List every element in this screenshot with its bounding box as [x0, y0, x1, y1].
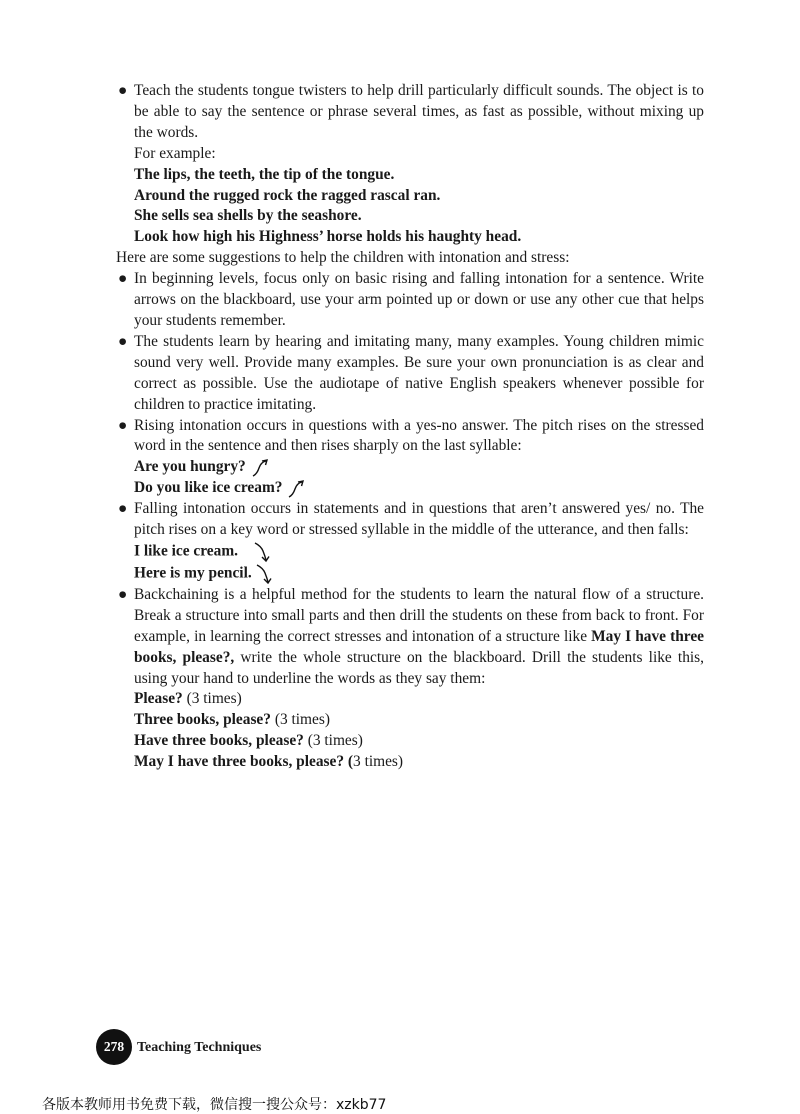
- rising-example-text: Do you like ice cream?: [134, 479, 283, 497]
- falling-intonation-text: Falling intonation occurs in statements and in questions that aren’t answered yes/ no. The pitch rises on a key word or stressed syllable in the middle of the utterance, and then falls:: [134, 500, 704, 539]
- bullet-dot: ●: [118, 585, 128, 603]
- drill-phrase: Have three books, please?: [134, 732, 304, 750]
- falling-arrow-icon: [254, 563, 274, 585]
- beginning-levels-bullet: [116, 269, 704, 332]
- backchaining-text-after: write the whole structure on the blackboard. Drill the students like this, using your hand to underline the words as they say them:: [134, 648, 704, 687]
- rising-example: [116, 457, 704, 478]
- drill-line: [116, 710, 704, 731]
- page-number-badge: 278: [96, 1029, 132, 1065]
- drill-phrase: Three books, please?: [134, 711, 271, 729]
- page-content: [116, 81, 704, 773]
- falling-intonation-bullet: [116, 499, 704, 541]
- footer-title: Teaching Techniques: [137, 1040, 262, 1055]
- students-learn-bullet: [116, 332, 704, 416]
- drill-line: [116, 731, 704, 752]
- beginning-levels-text: In beginning levels, focus only on basic rising and falling intonation for a sentence. Write arrows on the blackboard, use your arm pointed up or down or use any other cue that helps your students remember.: [134, 270, 704, 329]
- drill-line: [116, 689, 704, 710]
- tongue-twister-example: Around the rugged rock the ragged rascal ran.: [134, 186, 441, 204]
- drill-phrase: May I have three books, please? (: [134, 753, 354, 771]
- drill-count: (3 times): [274, 711, 330, 729]
- students-learn-text: The students learn by hearing and imitating many, many examples. Young children mimic sound very well. Provide many examples. Be sure your own pronunciation is as clear and correct as possible. Use the audiotape of native English speakers whenever possible for children to practice imitating.: [134, 332, 704, 413]
- rising-intonation-text: Rising intonation occurs in questions with a yes-no answer. The pitch rises on the stressed word in the sentence and then rises sharply on the last syllable:: [134, 416, 704, 455]
- tongue-twister-example: Look how high his Highness’ horse holds his haughty head.: [134, 228, 522, 246]
- drill-count: (3 times): [307, 732, 363, 750]
- drill-line: [116, 752, 704, 773]
- bullet-dot: ●: [118, 270, 128, 288]
- for-example-label: For example:: [134, 144, 216, 162]
- backchaining-structure: May I have three books, please?,: [134, 627, 704, 666]
- tongue-twister-example: The lips, the teeth, the tip of the tongue.: [134, 165, 395, 183]
- bullet-dot: ●: [118, 416, 128, 434]
- rising-arrow-icon: [286, 479, 306, 499]
- watermark-text: 各版本教师用书免费下载，微信搜一搜公众号：xzkb77: [42, 1097, 387, 1113]
- rising-intonation-bullet: [116, 416, 704, 458]
- bullet-dot: ●: [118, 332, 128, 350]
- tongue-twister-bullet: [116, 81, 704, 144]
- falling-example: [116, 541, 704, 563]
- rising-arrow-icon: [250, 458, 270, 478]
- bullet-dot: ●: [118, 500, 128, 518]
- falling-example: [116, 563, 704, 585]
- backchaining-text-before: Backchaining is a helpful method for the students to learn the natural flow of a structure. Break a structure into small parts and then drill the students on these from back to front. For example, in learning the correct stresses and intonation of a structure like: [134, 585, 704, 645]
- bullet-dot: ●: [118, 82, 128, 99]
- drill-count: (3 times): [186, 690, 242, 708]
- tongue-twister-text: Teach the students tongue twisters to help drill particularly difficult sounds. The object is to be able to say the sentence or phrase several times, as fast as possible, without mixing up the words.: [134, 82, 704, 141]
- intonation-intro: Here are some suggestions to help the children with intonation and stress:: [116, 249, 570, 267]
- rising-example: [116, 478, 704, 499]
- falling-arrow-icon: [252, 541, 272, 563]
- drill-phrase: Please?: [134, 690, 183, 708]
- tongue-twister-example: She sells sea shells by the seashore.: [134, 207, 362, 225]
- drill-count: 3 times): [353, 753, 404, 771]
- falling-example-text: I like ice cream.: [134, 542, 238, 560]
- backchaining-bullet: [116, 585, 704, 690]
- rising-example-text: Are you hungry?: [134, 458, 246, 476]
- page-footer: [96, 1029, 261, 1065]
- falling-example-text: Here is my pencil.: [134, 564, 252, 582]
